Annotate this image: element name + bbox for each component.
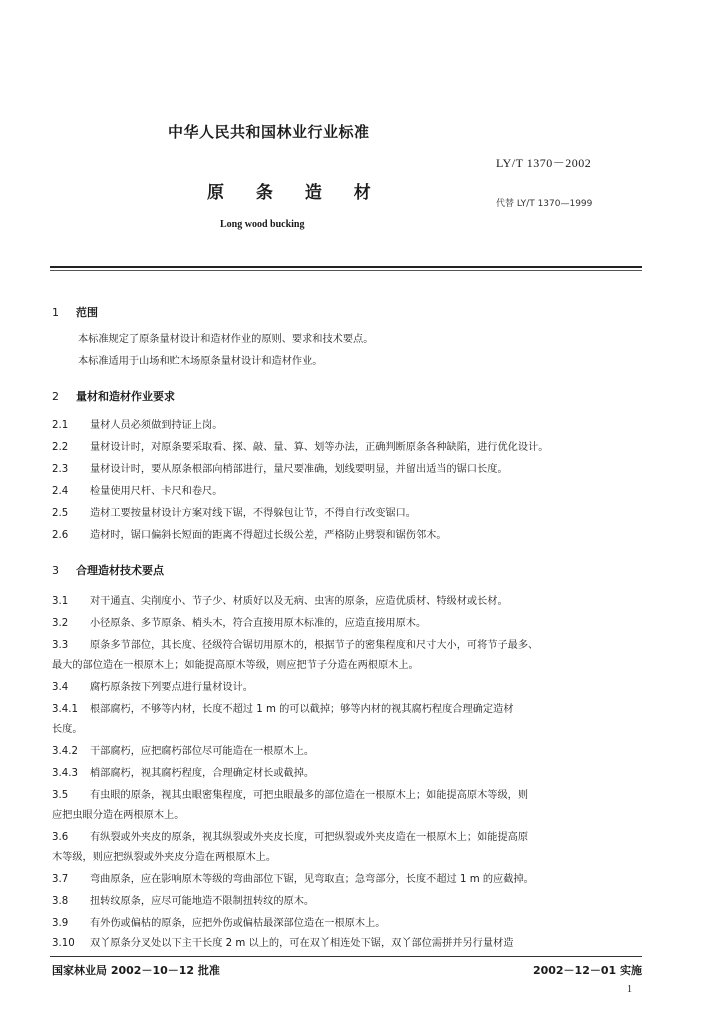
standard-code: LY/T 1370－2002 bbox=[496, 156, 592, 170]
clause: 3.5 有虫眼的原条，视其虫眼密集程度，可把虫眼最多的部位造在一根原木上；如能提高原木等级，则 bbox=[52, 790, 529, 801]
section-heading-2: 2 量材和造材作业要求 bbox=[52, 390, 175, 403]
english-title: Long wood bucking bbox=[220, 219, 305, 230]
document-title: 原 条 造 材 bbox=[207, 183, 384, 203]
page-number: 1 bbox=[627, 984, 632, 995]
effective-date: 2002－12－01 实施 bbox=[532, 964, 642, 977]
standard-title: 中华人民共和国林业行业标准 bbox=[168, 123, 370, 141]
clause-continuation: 木等级，则应把纵裂或外夹皮分造在两根原木上。 bbox=[52, 852, 277, 863]
clause-continuation: 应把虫眼分造在两根原木上。 bbox=[52, 810, 185, 821]
clause: 3.4 腐朽原条按下列要点进行量材设计。 bbox=[52, 682, 253, 693]
clause: 3.4.3 梢部腐朽，视其腐朽程度，合理确定材长或截掉。 bbox=[52, 768, 315, 779]
clause: 3.8 扭转纹原条，应尽可能地造不限制扭转纹的原木。 bbox=[52, 896, 315, 907]
section-heading-3: 3 合理造材技术要点 bbox=[52, 564, 164, 577]
clause: 2.1 量材人员必须做到持证上岗。 bbox=[52, 420, 223, 431]
clause: 2.2 量材设计时，对原条要采取看、探、敲、量、算、划等办法，正确判断原条各种缺陷，进行优化设计。 bbox=[52, 442, 549, 453]
paragraph: 本标准规定了原条量材设计和造材作业的原则、要求和技术要点。 bbox=[78, 334, 374, 345]
header-rule-thin bbox=[50, 270, 642, 271]
clause: 3.4.1 根部腐朽，不够等内材，长度不超过 1 m 的可以截掉；够等内材的视其腐朽程度合理确定造材 bbox=[52, 704, 514, 715]
clause: 2.3 量材设计时，要从原条根部向梢部进行，量尺要准确，划线要明显，并留出适当的锯口长度。 bbox=[52, 464, 508, 475]
clause: 3.10 双丫原条分叉处以下主干长度 2 m 以上的，可在双丫相连处下锯，双丫部位需拼并另行量材造 bbox=[52, 938, 514, 949]
clause: 2.4 检量使用尺杆、卡尺和卷尺。 bbox=[52, 486, 223, 497]
header-rule-thick bbox=[50, 266, 642, 268]
paragraph: 本标准适用于山场和贮木场原条量材设计和造材作业。 bbox=[78, 356, 323, 367]
clause: 3.3 原条多节部位，其长度、径级符合锯切用原木的，根据节子的密集程度和尺寸大小，可将节子最多、 bbox=[52, 640, 539, 651]
clause-continuation: 最大的部位造在一根原木上；如能提高原木等级，则应把节子分造在两根原木上。 bbox=[52, 660, 419, 671]
clause: 2.6 造材时，锯口偏斜长短面的距离不得超过长级公差，严格防止劈裂和锯伤邻木。 bbox=[52, 530, 447, 541]
clause-continuation: 长度。 bbox=[52, 724, 83, 735]
replaces-note: 代替 LY/T 1370—1999 bbox=[496, 199, 593, 209]
clause: 3.1 对干通直、尖削度小、节子少、材质好以及无病、虫害的原条，应造优质材、特级材或长材。 bbox=[52, 596, 508, 607]
clause: 3.7 弯曲原条，应在影响原木等级的弯曲部位下锯，见弯取直；急弯部分，长度不超过 1 m 的应截掉。 bbox=[52, 874, 534, 885]
clause: 3.4.2 干部腐朽，应把腐朽部位尽可能造在一根原木上。 bbox=[52, 746, 315, 757]
clause: 3.9 有外伤或偏枯的原条，应把外伤或偏枯最深部位造在一根原木上。 bbox=[52, 918, 386, 929]
footer-rule bbox=[50, 956, 642, 957]
clause: 3.2 小径原条、多节原条、梢头木，符合直接用原木标准的，应造直接用原木。 bbox=[52, 618, 427, 629]
section-heading-1: 1 范围 bbox=[52, 306, 98, 319]
clause: 3.6 有纵裂或外夹皮的原条，视其纵裂或外夹皮长度，可把纵裂或外夹皮造在一根原木上；如能提高原 bbox=[52, 832, 529, 843]
approval-date: 国家林业局 2002－10－12 批准 bbox=[52, 964, 220, 977]
clause: 2.5 造材工要按量材设计方案对线下锯，不得躲包让节，不得自行改变锯口。 bbox=[52, 508, 416, 519]
